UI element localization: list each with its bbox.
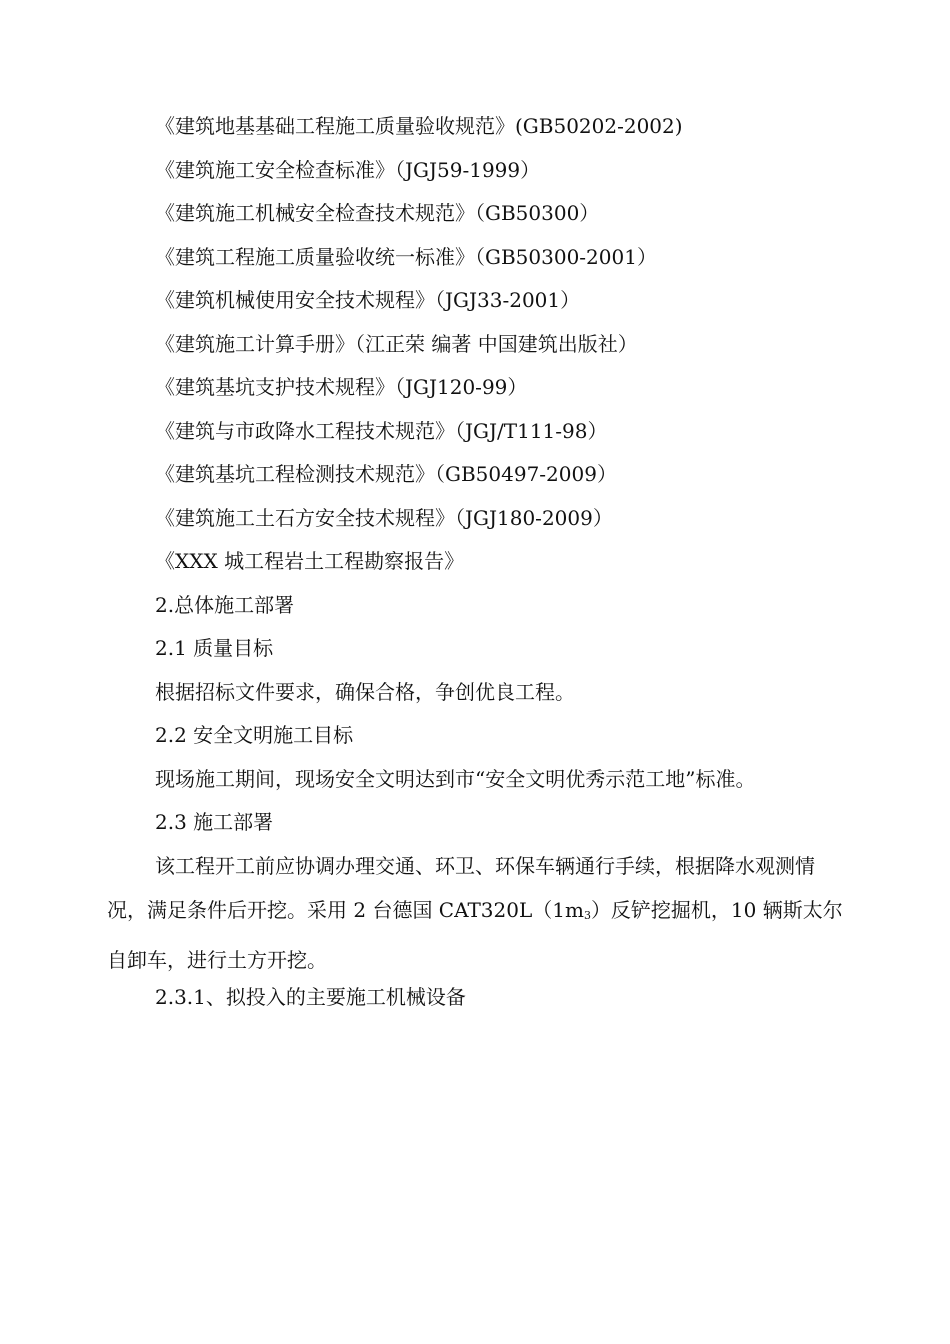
paragraph-text: ）反铲挖掘机，10 辆斯太尔自卸车，进行土方开挖。 (107, 898, 843, 972)
reference-item: 《建筑施工土石方安全技术规程》（JGJ180-2009） (155, 506, 613, 530)
reference-item: 《建筑与市政降水工程技术规范》（JGJ/T111-98） (155, 419, 608, 443)
reference-item: 《建筑施工安全检查标准》（JGJ59-1999） (155, 158, 541, 182)
paragraph: 现场施工期间，现场安全文明达到市“安全文明优秀示范工地”标准。 (155, 767, 756, 791)
subsection-heading: 2.1 质量目标 (155, 636, 274, 660)
section-heading: 2.总体施工部署 (155, 593, 295, 617)
reference-item: 《建筑基坑工程检测技术规范》（GB50497-2009） (155, 462, 617, 486)
paragraph: 根据招标文件要求，确保合格，争创优良工程。 (155, 680, 575, 704)
paragraph (107, 844, 843, 982)
reference-item: 《建筑基坑支护技术规程》（JGJ120-99） (155, 375, 528, 399)
reference-item: 《XXX 城工程岩土工程勘察报告》 (155, 549, 465, 573)
reference-item: 《建筑施工机械安全检查技术规范》（GB50300） (155, 201, 600, 225)
reference-item: 《建筑地基基础工程施工质量验收规范》(GB50202-2002) (155, 114, 683, 138)
subsection-heading: 2.2 安全文明施工目标 (155, 723, 354, 747)
subsection-heading: 2.3.1、拟投入的主要施工机械设备 (155, 985, 466, 1009)
superscript: 3 (583, 909, 591, 922)
reference-item: 《建筑工程施工质量验收统一标准》（GB50300-2001） (155, 245, 657, 269)
reference-item: 《建筑施工计算手册》（江正荣 编著 中国建筑出版社） (155, 332, 638, 356)
paragraph-text: 该工程开工前应协调办理交通、环卫、环保车辆通行手续，根据降水观测情况，满足条件后开挖。采用 2 台德国 CAT320L（1m (107, 854, 815, 922)
reference-item: 《建筑机械使用安全技术规程》（JGJ33-2001） (155, 288, 581, 312)
subsection-heading: 2.3 施工部署 (155, 810, 274, 834)
